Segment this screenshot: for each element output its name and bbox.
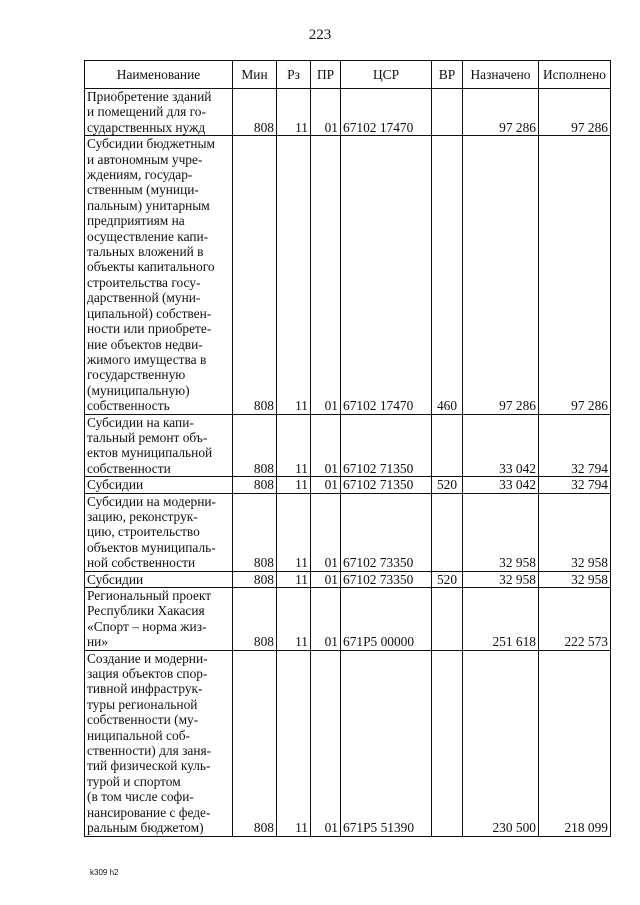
cell-assigned: 33 042 xyxy=(463,414,539,477)
cell-rz: 11 xyxy=(277,89,311,136)
cell-min: 808 xyxy=(233,136,277,414)
cell-executed: 222 573 xyxy=(539,588,611,651)
header-executed: Исполнено xyxy=(539,61,611,89)
cell-min: 808 xyxy=(233,588,277,651)
table-row xyxy=(85,588,611,651)
cell-min: 808 xyxy=(233,414,277,477)
cell-executed: 97 286 xyxy=(539,89,611,136)
cell-min: 808 xyxy=(233,493,277,571)
cell-min: 808 xyxy=(233,571,277,587)
cell-pr: 01 xyxy=(311,414,341,477)
cell-csr: 671P5 00000 xyxy=(341,588,432,651)
cell-rz: 11 xyxy=(277,414,311,477)
header-name: Наименование xyxy=(85,61,233,89)
cell-name: Субсидии xyxy=(85,571,233,587)
cell-vr xyxy=(432,89,463,136)
cell-executed: 218 099 xyxy=(539,650,611,836)
cell-csr: 67102 71350 xyxy=(341,414,432,477)
cell-name: Региональный проект Республики Хакасия «Спорт – норма жиз- ни» xyxy=(85,588,233,651)
cell-vr: 520 xyxy=(432,477,463,493)
cell-vr: 460 xyxy=(432,136,463,414)
page-number: 223 xyxy=(308,27,332,43)
cell-pr: 01 xyxy=(311,650,341,836)
table-row xyxy=(85,571,611,587)
cell-executed: 32 958 xyxy=(539,571,611,587)
cell-min: 808 xyxy=(233,89,277,136)
footer-code: k309 h2 xyxy=(90,868,119,877)
table-row xyxy=(85,493,611,571)
cell-assigned: 33 042 xyxy=(463,477,539,493)
cell-rz: 11 xyxy=(277,493,311,571)
cell-name: Субсидии на модерни- зацию, реконструк- цию, строительство объектов муниципаль- ной собственности xyxy=(85,493,233,571)
cell-name: Субсидии бюджетным и автономным учре- ждениям, государ- ственным (муници- пальным) унитарным предприятиям на осуществление капи- тальных вложений в объекты капитального строительства госу- дарственной (муни- ципальной) собствен- ности или приобрете- ние объектов недви- жимого имущества в государственную (муниципальную) собственность xyxy=(85,136,233,414)
header-min: Мин xyxy=(233,61,277,89)
cell-vr xyxy=(432,650,463,836)
cell-min: 808 xyxy=(233,650,277,836)
cell-pr: 01 xyxy=(311,136,341,414)
cell-assigned: 97 286 xyxy=(463,89,539,136)
cell-vr xyxy=(432,493,463,571)
cell-vr xyxy=(432,588,463,651)
cell-assigned: 251 618 xyxy=(463,588,539,651)
cell-csr: 671P5 51390 xyxy=(341,650,432,836)
header-csr: ЦСР xyxy=(341,61,432,89)
table-row xyxy=(85,89,611,136)
cell-name: Создание и модерни- зация объектов спор- тивной инфраструк- туры региональной собственности (му- ниципальной соб- ственности) для заня- тий физической куль- турой и спортом (в том числе софи- нансирование с феде- ральным бюджетом) xyxy=(85,650,233,836)
cell-pr: 01 xyxy=(311,571,341,587)
cell-pr: 01 xyxy=(311,89,341,136)
cell-rz: 11 xyxy=(277,136,311,414)
table-row xyxy=(85,477,611,493)
header-rz: Рз xyxy=(277,61,311,89)
header-assigned: Назначено xyxy=(463,61,539,89)
cell-csr: 67102 73350 xyxy=(341,571,432,587)
header-vr: ВР xyxy=(432,61,463,89)
cell-assigned: 32 958 xyxy=(463,571,539,587)
cell-csr: 67102 73350 xyxy=(341,493,432,571)
cell-rz: 11 xyxy=(277,588,311,651)
table-body xyxy=(85,89,611,837)
table-header-row xyxy=(85,61,611,89)
cell-rz: 11 xyxy=(277,571,311,587)
cell-assigned: 230 500 xyxy=(463,650,539,836)
cell-pr: 01 xyxy=(311,588,341,651)
budget-table xyxy=(84,60,611,837)
cell-vr xyxy=(432,414,463,477)
cell-assigned: 97 286 xyxy=(463,136,539,414)
cell-executed: 32 794 xyxy=(539,477,611,493)
cell-executed: 32 794 xyxy=(539,414,611,477)
cell-rz: 11 xyxy=(277,477,311,493)
cell-csr: 67102 17470 xyxy=(341,136,432,414)
cell-csr: 67102 71350 xyxy=(341,477,432,493)
header-pr: ПР xyxy=(311,61,341,89)
cell-name: Субсидии xyxy=(85,477,233,493)
cell-rz: 11 xyxy=(277,650,311,836)
cell-assigned: 32 958 xyxy=(463,493,539,571)
table-row xyxy=(85,136,611,414)
cell-executed: 97 286 xyxy=(539,136,611,414)
cell-min: 808 xyxy=(233,477,277,493)
cell-vr: 520 xyxy=(432,571,463,587)
table-row xyxy=(85,414,611,477)
cell-pr: 01 xyxy=(311,493,341,571)
table-row xyxy=(85,650,611,836)
cell-name: Субсидии на капи- тальный ремонт объ- ектов муниципальной собственности xyxy=(85,414,233,477)
cell-csr: 67102 17470 xyxy=(341,89,432,136)
cell-pr: 01 xyxy=(311,477,341,493)
cell-name: Приобретение зданий и помещений для го- сударственных нужд xyxy=(85,89,233,136)
cell-executed: 32 958 xyxy=(539,493,611,571)
